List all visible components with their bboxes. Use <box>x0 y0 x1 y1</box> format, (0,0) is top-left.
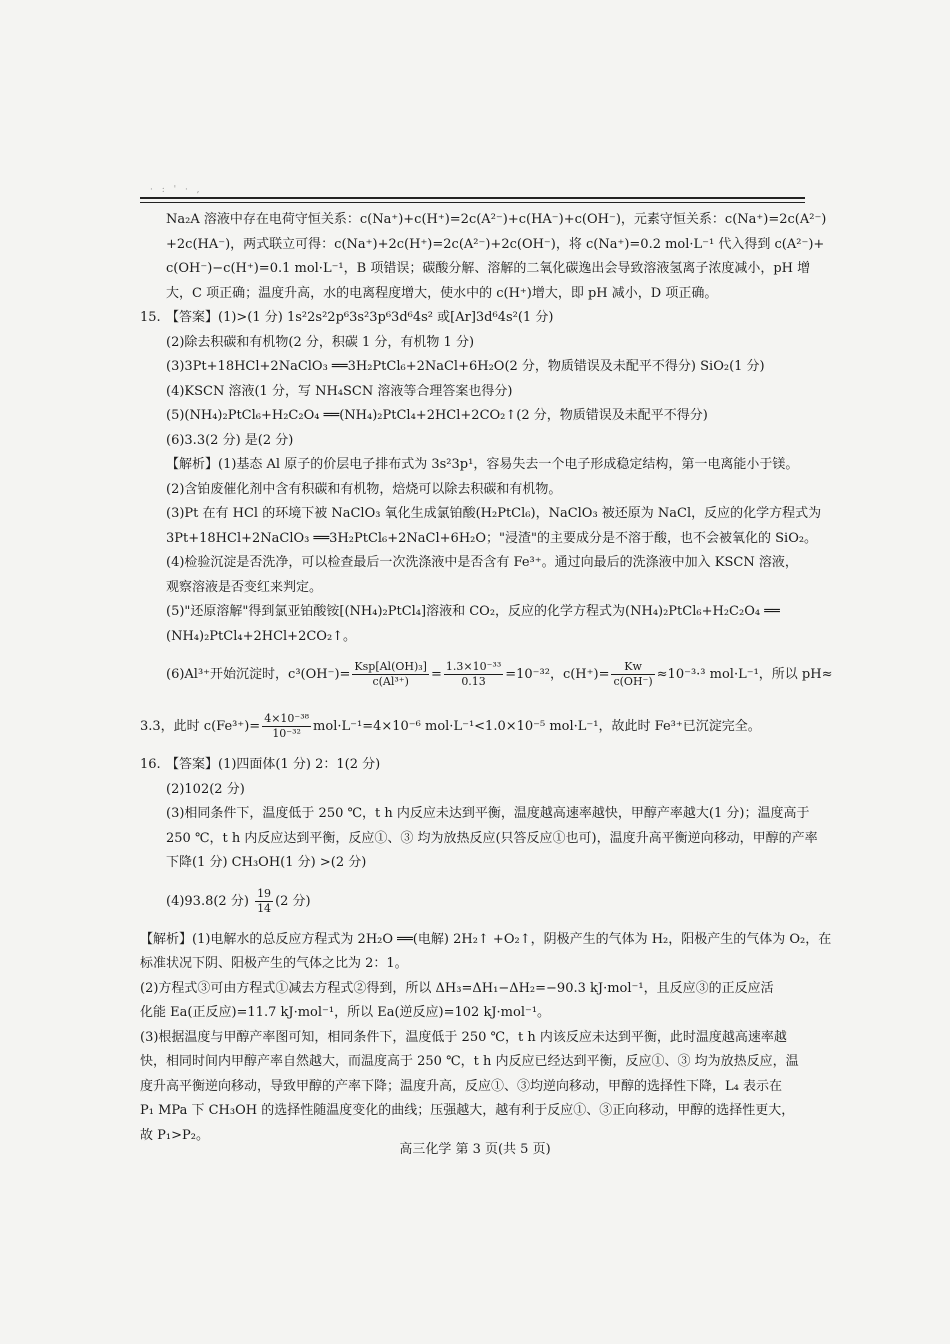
answer-line: (5)(NH₄)₂PtCl₆+H₂C₂O₄ ══(NH₄)₂PtCl₄+2HCl+2CO₂↑(2 分，物质错误及未配平不得分) <box>166 408 708 423</box>
fraction-numerator: 1.3×10⁻³³ <box>445 660 502 673</box>
answer-line: (2)除去积碳和有机物(2 分，积碳 1 分，有机物 1 分) <box>166 334 475 350</box>
answer-formula-line <box>140 876 805 928</box>
explanation-line: (3)Pt 在有 HCl 的环境下被 NaClO₃ 氧化生成氯铂酸(H₂PtCl₆)，NaClO₃ 被还原为 NaCl，反应的化学方程式为 <box>166 506 822 521</box>
header-rule-thin <box>140 202 805 203</box>
explanation-line: 故 P₁>P₂。 <box>140 1127 209 1143</box>
answer-line: (4)KSCN 溶液(1 分，写 NH₄SCN 溶液等合理答案也得分) <box>166 383 513 399</box>
fraction-ksp <box>352 660 429 689</box>
text-line: c(OH⁻)−c(H⁺)=0.1 mol·L⁻¹，B 项错误；碳酸分解、溶解的二氧化碳逸出会导致溶液氢离子浓度减小，pH 增 <box>166 261 811 276</box>
explanation-line: (5)"还原溶解"得到氯亚铂酸铵[(NH₄)₂PtCl₄]溶液和 CO₂，反应的化学方程式为(NH₄)₂PtCl₆+H₂C₂O₄ ══ <box>166 604 780 619</box>
formula-text: =10⁻³²，c(H⁺)= <box>505 667 610 682</box>
page-content <box>140 208 833 1148</box>
explanation-line: 观察溶液是否变红来判定。 <box>166 579 323 595</box>
answer-line: 250 ℃，t h 内反应达到平衡，反应①、③ 均为放热反应(只答反应①也可)，温度升高平衡逆向移动，甲醇的产率 <box>166 830 818 846</box>
answer-line: (3)3Pt+18HCl+2NaClO₃ ══3H₂PtCl₆+2NaCl+6H₂O(2 分，物质错误及未配平不得分) SiO₂(1 分) <box>166 359 765 374</box>
explanation-line: (3)根据温度与甲醇产率图可知，相同条件下，温度低于 250 ℃，t h 内该反应未达到平衡，此时温度越高速率越 <box>140 1029 787 1045</box>
question-number: 16. <box>140 757 161 772</box>
text-line: +2c(HA⁻)，两式联立可得：c(Na⁺)+2c(H⁺)=2c(A²⁻)+2c(OH⁻)，将 c(Na⁺)=0.2 mol·L⁻¹ 代入得到 c(A²⁻)+ <box>166 236 825 252</box>
explanation-formula-line <box>140 701 805 753</box>
fraction-denominator: 0.13 <box>461 675 486 688</box>
explanation-line: 【解析】(1)基态 Al 原子的价层电子排布式为 3s²3p¹，容易失去一个电子形成稳定结构，第一电离能小于镁。 <box>166 457 799 472</box>
fraction-denominator: 10⁻³² <box>272 727 301 740</box>
explanation-formula-line <box>140 649 833 701</box>
explanation-line: (2)含铂废催化剂中含有积碳和有机物，焙烧可以除去积碳和有机物。 <box>166 481 562 497</box>
explanation-line: 快，相同时间内甲醇产率自然越大，而温度高于 250 ℃，t h 内反应已经达到平衡，反应①、③ 均为放热反应，温 <box>140 1054 799 1069</box>
text-line: 大，C 项正确；温度升高，水的电离程度增大，使水中的 c(H⁺)增大，即 pH 减小，D 项正确。 <box>166 285 718 301</box>
answer-line: (2)102(2 分) <box>166 781 245 797</box>
question-16-answer-header <box>140 753 805 778</box>
answer-line: (6)3.3(2 分) 是(2 分) <box>166 432 294 448</box>
formula-text: 3.3，此时 c(Fe³⁺)= <box>140 719 261 734</box>
formula-text: (6)Al³⁺开始沉淀时，c³(OH⁻)= <box>166 667 351 682</box>
header-rule-thick <box>140 197 805 199</box>
question-number: 15. <box>140 310 161 325</box>
explanation-line: (NH₄)₂PtCl₄+2HCl+2CO₂↑。 <box>166 628 357 644</box>
text-line: Na₂A 溶液中存在电荷守恒关系：c(Na⁺)+c(H⁺)=2c(A²⁻)+c(HA⁻)+c(OH⁻)，元素守恒关系：c(Na⁺)=2c(A²⁻) <box>166 212 827 227</box>
fraction-denominator: c(Al³⁺) <box>372 675 409 688</box>
explanation-line: 标准状况下阴、阳极产生的气体之比为 2：1。 <box>140 956 408 971</box>
formula-text: mol·L⁻¹=4×10⁻⁶ mol·L⁻¹<1.0×10⁻⁵ mol·L⁻¹，故此时 Fe³⁺已沉淀完全。 <box>313 719 761 734</box>
formula-text: ≈10⁻³·³ mol·L⁻¹，所以 pH≈ <box>656 667 833 682</box>
header-smudge: · : ' · , <box>150 185 203 195</box>
page-footer: 高三化学 第 3 页(共 5 页) <box>399 1142 551 1157</box>
question-15-answer-header <box>140 306 805 331</box>
fraction-fe <box>262 712 311 741</box>
fraction-numerator: 4×10⁻³⁸ <box>264 712 310 725</box>
explanation-line: 3Pt+18HCl+2NaClO₃ ══3H₂PtCl₆+2NaCl+6H₂O；"浸渣"的主要成分是不溶于酸，也不会被氧化的 SiO₂。 <box>166 530 818 546</box>
answer-line: 下降(1 分) CH₃OH(1 分) >(2 分) <box>166 855 367 870</box>
fraction-19-14 <box>255 887 273 916</box>
fraction-numerator: 19 <box>257 886 272 900</box>
explanation-line: P₁ MPa 下 CH₃OH 的选择性随温度变化的曲线；压强越大，越有利于反应①、③正向移动，甲醇的选择性更大， <box>140 1103 795 1118</box>
fraction-numerator: Kw <box>611 660 654 675</box>
explanation-line: (2)方程式③可由方程式①减去方程式②得到，所以 ΔH₃=ΔH₁−ΔH₂=−90.3 kJ·mol⁻¹，且反应③的正反应活 <box>140 980 774 996</box>
fraction-denominator: c(OH⁻) <box>613 675 653 688</box>
answer-line: 【答案】(1)>(1 分) 1s²2s²2p⁶3s²3p⁶3d⁶4s² 或[Ar]3d⁶4s²(1 分) <box>166 310 554 325</box>
formula-text: (2 分) <box>275 893 311 909</box>
fraction-denominator: 14 <box>257 901 272 915</box>
explanation-line: 【解析】(1)电解水的总反应方程式为 2H₂O ══(电解) 2H₂↑ +O₂↑，阴极产生的气体为 H₂，阳极产生的气体为 O₂，在 <box>140 931 832 947</box>
answer-line: (3)相同条件下，温度低于 250 ℃，t h 内反应未达到平衡，温度越高速率越快，甲醇产率越大(1 分)；温度高于 <box>166 806 810 821</box>
fraction-kw <box>611 660 654 689</box>
explanation-line: 度升高平衡逆向移动，导致甲醇的产率下降；温度升高，反应①、③均逆向移动，甲醇的选择性下降，L₄ 表示在 <box>140 1078 782 1094</box>
explanation-line: (4)检验沉淀是否洗净，可以检查最后一次洗涤液中是否含有 Fe³⁺。通过向最后的洗涤液中加入 KSCN 溶液， <box>166 555 798 570</box>
formula-text: (4)93.8(2 分) <box>166 893 249 909</box>
fraction-values <box>444 660 503 689</box>
fraction-numerator: Ksp[Al(OH)₃] <box>354 660 427 673</box>
explanation-line: 化能 Ea(正反应)=11.7 kJ·mol⁻¹，所以 Ea(逆反应)=102 kJ·mol⁻¹。 <box>140 1005 551 1020</box>
formula-text: = <box>430 667 442 682</box>
answer-line: 【答案】(1)四面体(1 分) 2：1(2 分) <box>166 757 381 772</box>
